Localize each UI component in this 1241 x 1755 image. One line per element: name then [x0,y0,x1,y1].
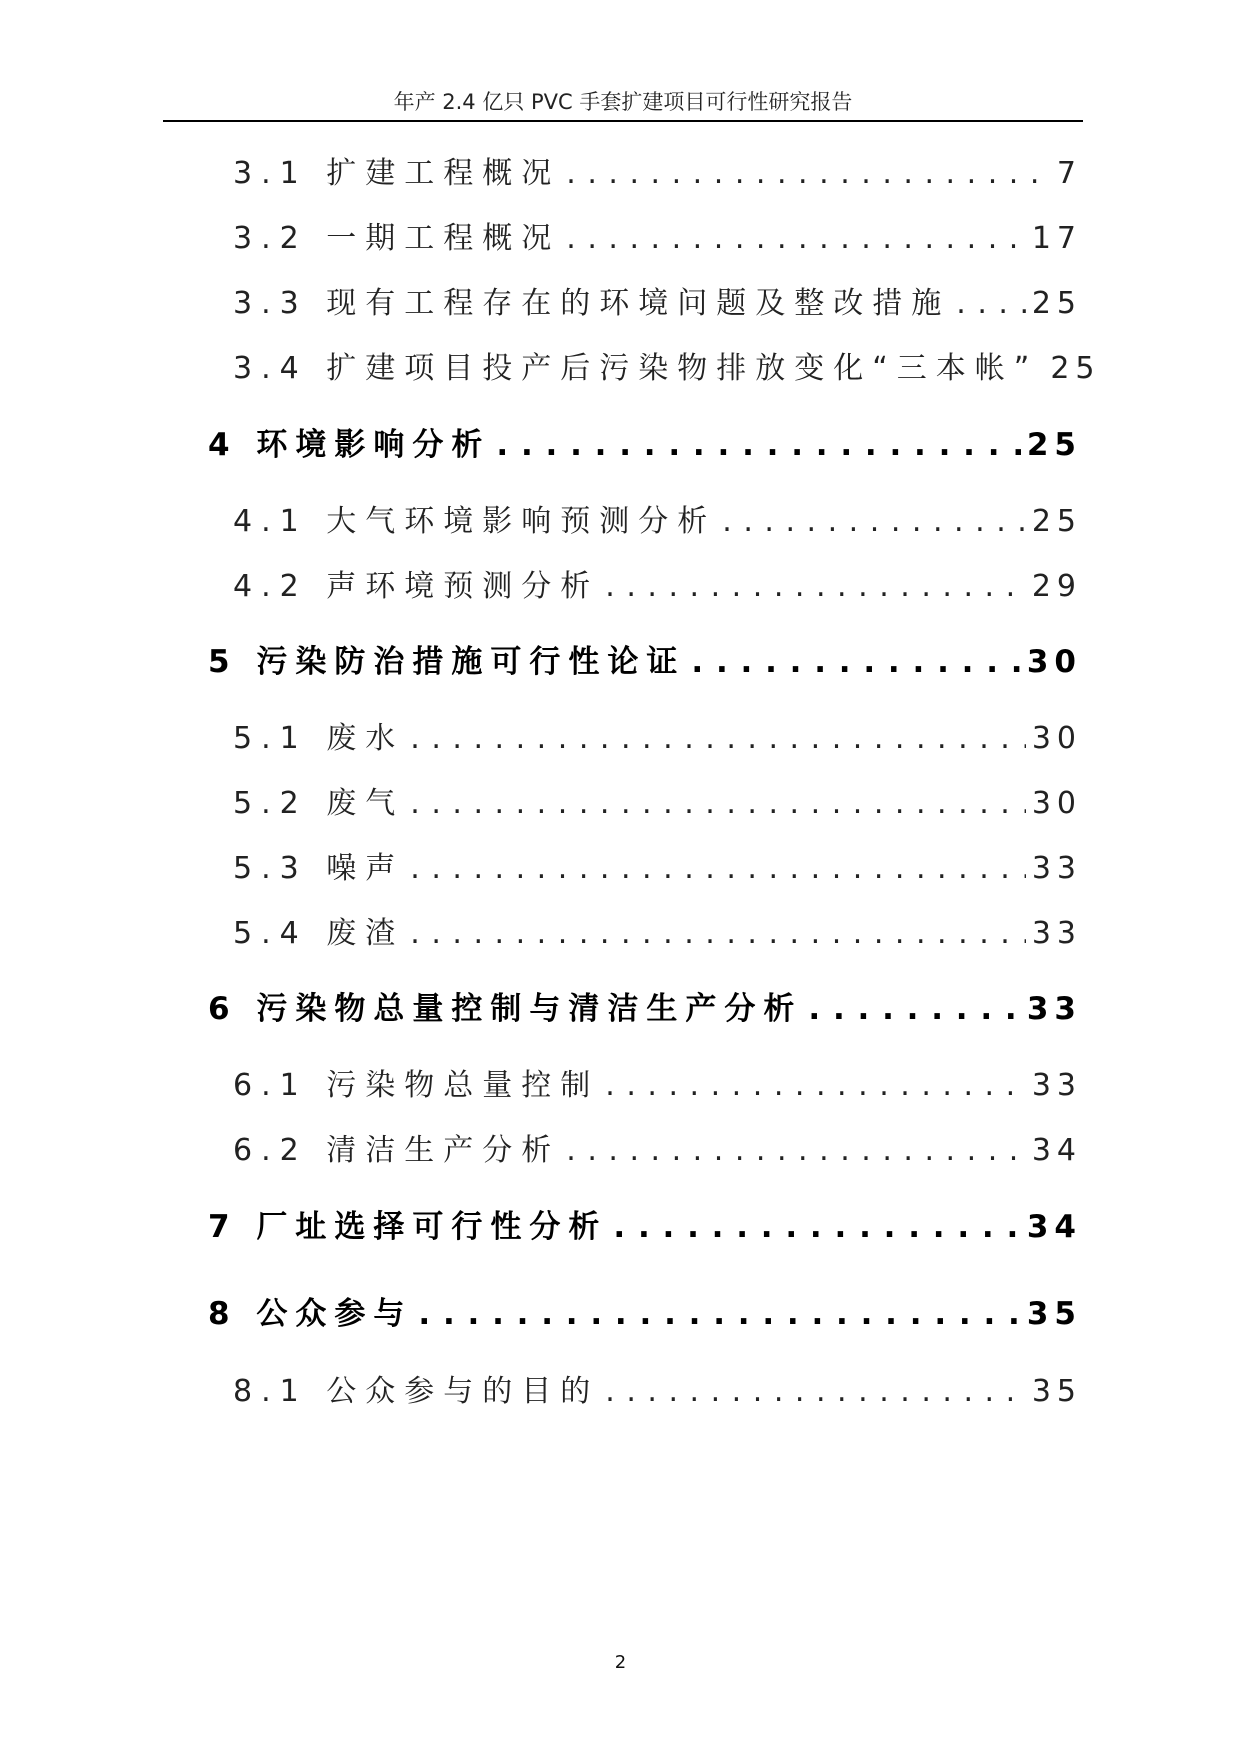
toc-entry-page: 34 [1026,1209,1082,1245]
dot-leader [566,1133,1026,1168]
toc-entry-page: 35 [1031,1374,1082,1409]
toc-entry-title: 4 环境影响分析 [208,427,491,463]
toc-chapter-5[interactable] [208,636,1082,681]
running-header [163,86,1083,122]
toc-chapter-4[interactable] [208,419,1082,464]
toc-chapter-7[interactable] [208,1201,1082,1246]
toc-entry-page: 34 [1031,1133,1082,1168]
dot-leader [566,221,1026,256]
toc-entry-page: 17 [1031,221,1082,256]
dot-leader [691,644,1020,680]
dot-leader [410,721,1026,756]
toc-entry-title: 8 公众参与 [208,1296,413,1332]
toc-entry-5-1[interactable] [233,713,1082,757]
toc-entry-page: 25 [1026,427,1082,463]
toc-entry-5-3[interactable] [233,843,1082,887]
toc-entry-title: 3.1 扩建工程概况 [233,156,561,191]
dot-leader [605,1068,1026,1103]
toc-entry-3-1[interactable] [233,148,1082,192]
toc-entry-page: 35 [1026,1296,1082,1332]
dot-leader [418,1296,1020,1332]
toc-chapter-8[interactable] [208,1288,1082,1333]
dot-leader [956,286,1026,321]
dot-leader [566,156,1051,191]
dot-leader [410,786,1026,821]
dot-leader [605,1374,1026,1409]
page-number: 2 [614,1652,627,1673]
toc-entry-title: 8.1 公众参与的目的 [233,1374,600,1409]
dot-leader [605,569,1026,604]
toc-entry-page: 33 [1031,1068,1082,1103]
toc-entry-title: 5 污染防治措施可行性论证 [208,644,686,680]
dot-leader [808,991,1020,1027]
toc-entry-title: 5.4 废渣 [233,916,405,951]
toc-entry-title: 5.1 废水 [233,721,405,756]
toc-entry-page: 25 [1031,504,1082,539]
toc-entry-title: 3.4 扩建项目投产后污染物排放变化“三本帐” [233,351,1039,386]
toc-entry-3-3[interactable] [233,278,1082,322]
toc-entry-title: 6.1 污染物总量控制 [233,1068,600,1103]
toc-entry-title: 5.3 噪声 [233,851,405,886]
toc-entry-title: 6 污染物总量控制与清洁生产分析 [208,991,803,1027]
toc-entry-8-1[interactable] [233,1366,1082,1410]
dot-leader [410,851,1026,886]
toc-entry-3-4[interactable] [233,343,1101,387]
toc-entry-page: 29 [1031,569,1082,604]
toc-entry-title: 3.3 现有工程存在的环境问题及整改措施 [233,286,951,321]
toc-entry-page: 25 [1031,286,1082,321]
toc-entry-5-4[interactable] [233,908,1082,952]
toc-entry-3-2[interactable] [233,213,1082,257]
toc-entry-6-1[interactable] [233,1060,1082,1104]
toc-entry-title: 7 厂址选择可行性分析 [208,1209,608,1245]
toc-entry-page: 25 [1050,351,1101,386]
toc-entry-title: 6.2 清洁生产分析 [233,1133,561,1168]
toc-entry-4-1[interactable] [233,496,1082,540]
dot-leader [722,504,1026,539]
toc-entry-6-2[interactable] [233,1125,1082,1169]
toc-entry-title: 5.2 废气 [233,786,405,821]
toc-entry-page: 30 [1031,721,1082,756]
toc-entry-4-2[interactable] [233,561,1082,605]
toc-entry-page: 7 [1056,156,1082,191]
toc-entry-page: 33 [1031,916,1082,951]
toc-chapter-6[interactable] [208,983,1082,1028]
toc-entry-page: 33 [1026,991,1082,1027]
toc-entry-page: 33 [1031,851,1082,886]
toc-entry-page: 30 [1026,644,1082,680]
toc-entry-title: 4.1 大气环境影响预测分析 [233,504,717,539]
toc-entry-title: 4.2 声环境预测分析 [233,569,600,604]
toc-entry-title: 3.2 一期工程概况 [233,221,561,256]
dot-leader [613,1209,1020,1245]
header-title: 年产 2.4 亿只 PVC 手套扩建项目可行性研究报告 [393,90,853,114]
toc-entry-page: 30 [1031,786,1082,821]
dot-leader [410,916,1026,951]
dot-leader [496,427,1020,463]
toc-entry-5-2[interactable] [233,778,1082,822]
